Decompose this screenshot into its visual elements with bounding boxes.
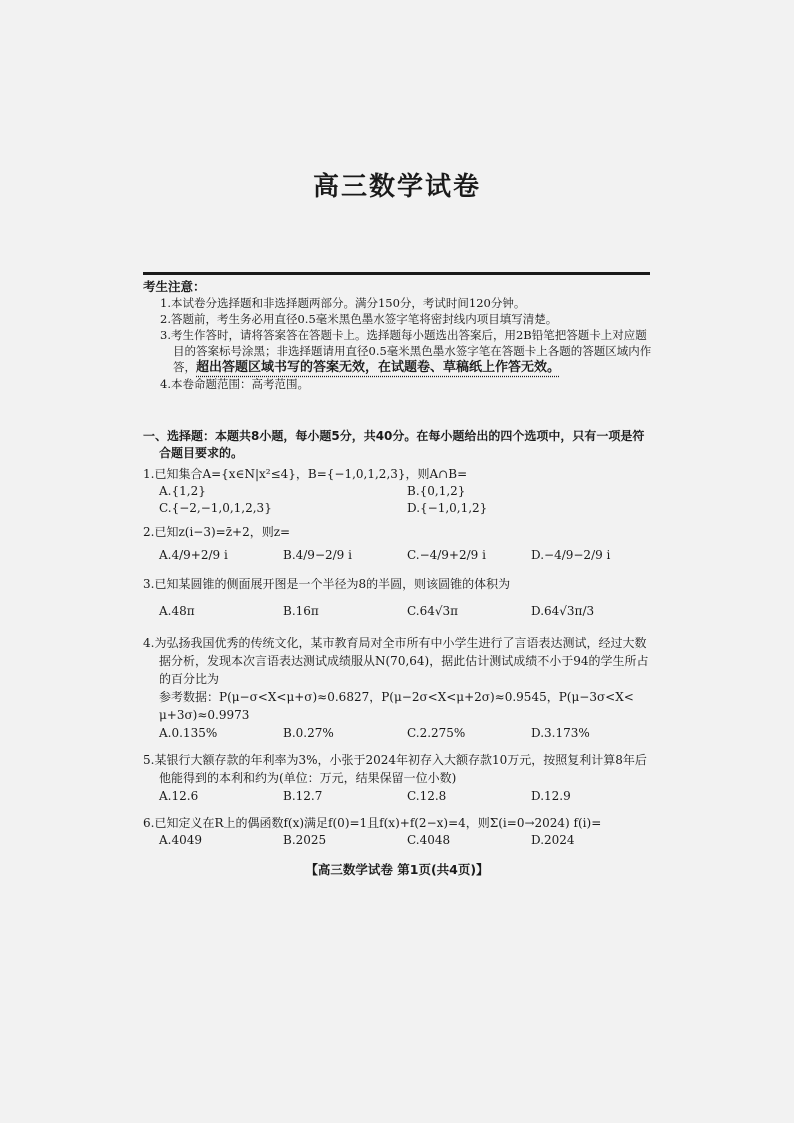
option-b: B.12.7	[283, 789, 323, 803]
section-heading	[143, 428, 658, 462]
option-c: C.12.8	[407, 789, 447, 803]
question-6	[143, 815, 658, 849]
option-c: C.2.275%	[407, 726, 466, 740]
option-d: D.−4/9−2/9 i	[531, 548, 611, 562]
option-d: D.64√3π/3	[531, 604, 595, 618]
option-a: A.0.135%	[159, 726, 218, 740]
option-row	[159, 787, 658, 804]
option-d: D.2024	[531, 833, 575, 847]
question-stem: 3.已知某圆锥的侧面展开图是一个半径为8的半圆，则该圆锥的体积为	[143, 577, 511, 591]
question-4	[143, 634, 658, 741]
option-b: B.{0,1,2}	[407, 484, 466, 498]
page-title: 高三数学试卷	[312, 172, 481, 202]
notice-item	[143, 327, 658, 376]
option-d: D.3.173%	[531, 726, 590, 740]
question-stem: 5.某银行大额存款的年利率为3%，小张于2024年初存入大额存款10万元，按照复利计算8年后他能得到的本利和约为(单位：万元，结果保留一位小数)	[143, 753, 647, 785]
option-c: C.4048	[407, 833, 451, 847]
option-a: A.48π	[159, 604, 195, 618]
option-b: B.4/9−2/9 i	[283, 548, 352, 562]
notice-item: 2.答题前，考生务必用直径0.5毫米黑色墨水签字笔将密封线内项目填写清楚。	[160, 312, 558, 326]
reference-data: 参考数据：P(μ−σ<X<μ+σ)≈0.6827，P(μ−2σ<X<μ+2σ)≈0.9545，P(μ−3σ<X<	[159, 690, 634, 704]
header-rule	[143, 272, 650, 275]
option-a: A.12.6	[159, 789, 199, 803]
option-b: B.0.27%	[283, 726, 334, 740]
question-stem: 1.已知集合A={x∈N|x²≤4}，B={−1,0,1,2,3}，则A∩B=	[143, 467, 468, 481]
section-line: 一、选择题：本题共8小题，每小题5分，共40分。在每小题给出的四个选项中，只有一项是符	[143, 429, 645, 443]
notice-block	[143, 279, 658, 392]
option-row	[159, 724, 658, 741]
option-b: B.2025	[283, 833, 327, 847]
option-a: A.{1,2}	[159, 484, 206, 498]
question-3	[143, 576, 658, 625]
reference-data: μ+3σ)≈0.9973	[159, 708, 250, 722]
question-stem: 6.已知定义在R上的偶函数f(x)满足f(0)=1且f(x)+f(2−x)=4，则Σ(i=0→2024) f(i)=	[143, 816, 602, 830]
option-d: D.12.9	[531, 789, 571, 803]
section-line: 合题目要求的。	[159, 446, 244, 460]
notice-item-text: 3.考生作答时，请将答案答在答题卡上。选择题每小题选出答案后，用2B铅笔把答题卡上对应题目的答案标号涂黑；非选择题请用直径0.5毫米黑色墨水签字笔在答题卡上各题的答题区域内作答，	[160, 328, 652, 374]
question-1	[143, 466, 658, 517]
option-row	[159, 500, 658, 517]
option-a: A.4049	[159, 833, 203, 847]
option-row	[159, 547, 658, 569]
option-row	[159, 483, 658, 500]
option-c: C.−4/9+2/9 i	[407, 548, 486, 562]
option-c: C.{−2,−1,0,1,2,3}	[159, 501, 272, 515]
option-c: C.64√3π	[407, 604, 459, 618]
option-b: B.16π	[283, 604, 319, 618]
option-row	[159, 832, 658, 849]
notice-item: 1.本试卷分选择题和非选择题两部分。满分150分，考试时间120分钟。	[160, 296, 526, 310]
question-stem: 4.为弘扬我国优秀的传统文化，某市教育局对全市所有中小学生进行了言语表达测试，经过大数据分析，发现本次言语表达测试成绩服从N(70,64)，据此估计测试成绩不小于94的学生所占的百分比为	[143, 636, 649, 686]
option-row	[159, 603, 658, 625]
option-d: D.{−1,0,1,2}	[407, 501, 488, 515]
notice-item: 4.本卷命题范围：高考范围。	[160, 377, 309, 391]
question-2	[143, 524, 658, 569]
question-stem: 2.已知z(i−3)=z̄+2，则z=	[143, 525, 291, 539]
page-footer: 【高三数学试卷 第1页(共4页)】	[305, 862, 489, 877]
option-a: A.4/9+2/9 i	[159, 548, 228, 562]
notice-heading: 考生注意：	[143, 279, 206, 294]
notice-item-emphasis: 超出答题区域书写的答案无效，在试题卷、草稿纸上作答无效。	[196, 360, 561, 375]
question-5	[143, 751, 658, 804]
